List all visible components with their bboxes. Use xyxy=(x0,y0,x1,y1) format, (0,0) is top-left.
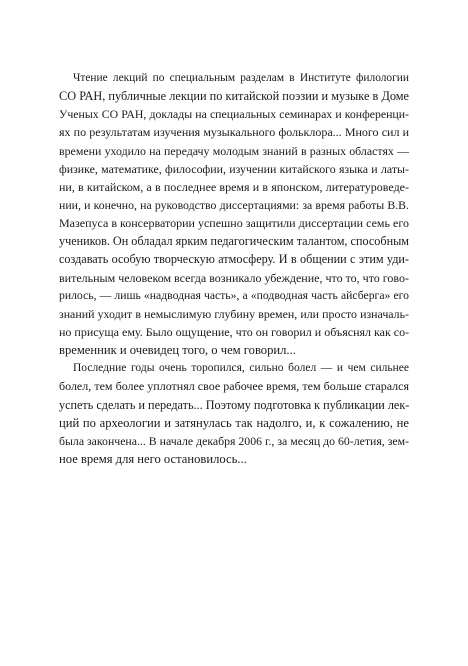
text-line: ций по археологии и затянулась так надолго, и, к сожалению, не xyxy=(59,415,409,430)
body-text xyxy=(59,69,409,468)
text-line: успеть сделать и передать... Поэтому подготовка к публикации лек- xyxy=(59,397,410,412)
text-line: Последние годы очень торопился, сильно болел — и чем сильнее xyxy=(73,362,409,375)
text-line: Мазепуса в консерватории успешно защитили диссертации семь его xyxy=(59,216,409,231)
paragraph-1 xyxy=(59,69,409,359)
text-line: вительным человеком всегда возникало убеждение, что то, что гово- xyxy=(59,270,409,285)
paragraph-2 xyxy=(59,359,409,468)
text-line: Чтение лекций по специальным разделам в Институте филологии xyxy=(73,72,409,84)
text-line: ни, в китайском, а в последнее время и в японском, литературоведе- xyxy=(59,179,409,194)
text-line: ное время для него остановилось... xyxy=(59,451,247,466)
text-line: СО РАН, публичные лекции по китайской поэзии и музыке в Доме xyxy=(59,89,409,104)
text-line: но присуща ему. Было ощущение, что он говорил и объяснял как со- xyxy=(59,324,410,339)
text-line: болел, тем более уплотнял свое рабочее время, тем больше старался xyxy=(59,379,409,394)
text-line: Ученых СО РАН, доклады на специальных семинарах и конференци- xyxy=(59,107,409,122)
text-line: времени уходило на передачу молодым знаний в разных областях — xyxy=(59,143,409,158)
text-line: физике, математике, философии, изучении китайского языка и латы- xyxy=(59,161,409,176)
text-line: ях по результатам изучения музыкального фольклора... Много сил и xyxy=(59,125,409,140)
text-line: временник и очевидец того, о чем говорил... xyxy=(59,343,296,358)
text-line: создавать особую творческую атмосферу. И в общении с этим уди- xyxy=(59,252,409,267)
text-line: учеников. Он обладал ярким педагогическим талантом, способным xyxy=(59,234,409,249)
text-line: знаний уходит в немыслимую глубину времен, или просто изначаль- xyxy=(59,306,409,321)
text-line: нии, и конечно, на руководство диссертациями: за время работы В.В. xyxy=(59,197,409,212)
text-line: рилось, — лишь «надводная часть», а «подводная часть айсберга» его xyxy=(59,288,409,302)
text-line: была закончена... В начале декабря 2006 г., за месяц до 60-летия, зем- xyxy=(59,433,409,448)
